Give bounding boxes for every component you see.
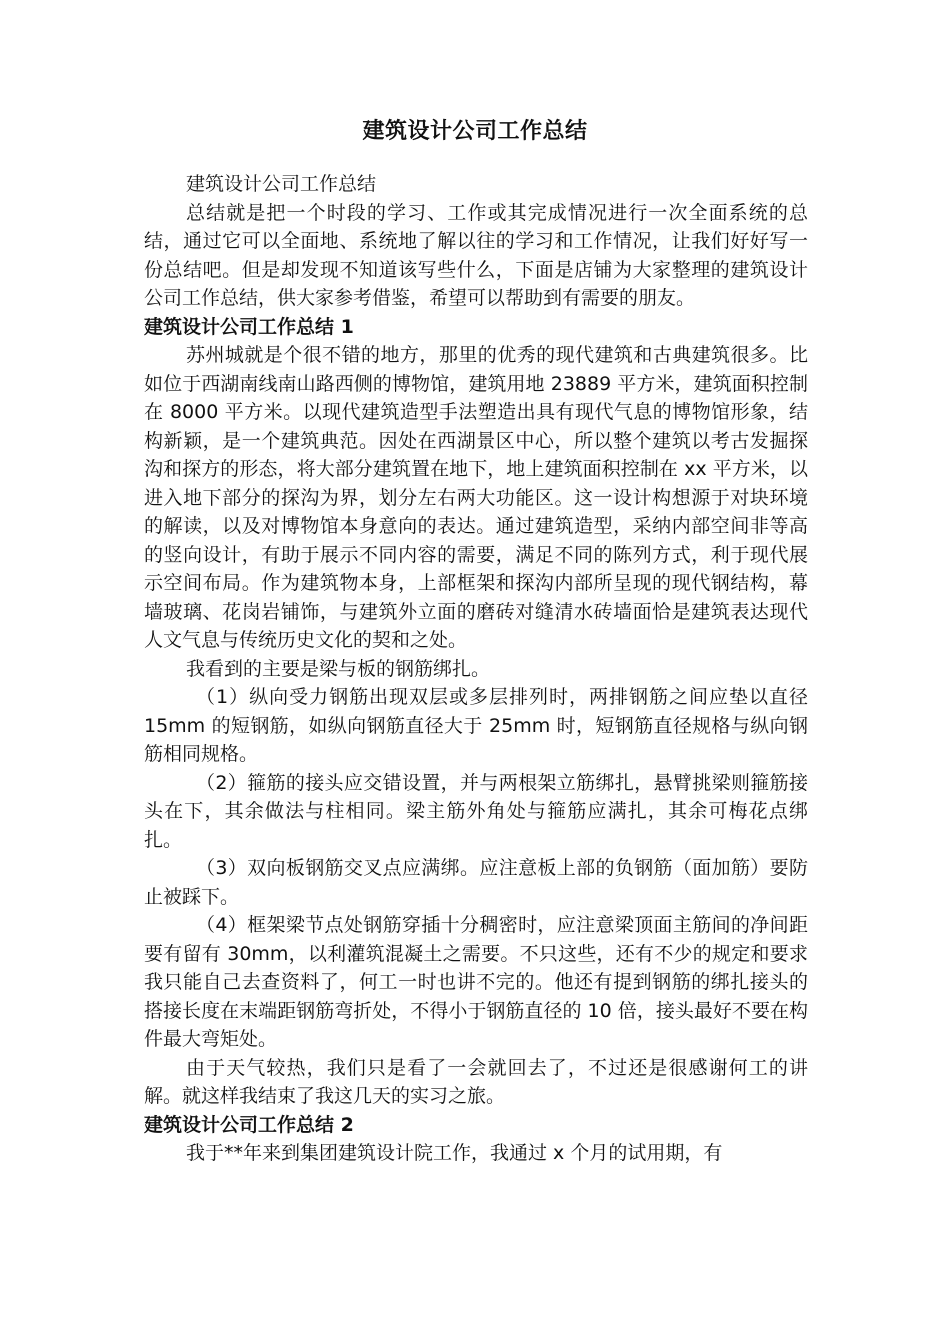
document-subtitle: 建筑设计公司工作总结	[186, 173, 377, 195]
section-1-item-2: （2）箍筋的接头应交错设置，并与两根架立筋绑扎，悬臂挑梁则箍筋接头在下，其余做法与柱相同。梁主筋外角处与箍筋应满扎，其余可梅花点绑扎。	[144, 771, 808, 851]
section-1-item-1: （1）纵向受力钢筋出现双层或多层排列时，两排钢筋之间应垫以直径 15mm 的短钢筋，如纵向钢筋直径大于 25mm 时，短钢筋直径规格与纵向钢筋相同规格。	[144, 686, 808, 765]
section-1-heading: 建筑设计公司工作总结 1	[144, 315, 354, 338]
section-2-paragraph-1: 我于**年来到集团建筑设计院工作，我通过 x 个月的试用期，有	[186, 1142, 723, 1164]
section-2-heading: 建筑设计公司工作总结 2	[144, 1113, 354, 1136]
section-1-item-4: （4）框架梁节点处钢筋穿插十分稠密时，应注意梁顶面主筋间的净间距要有留有 30mm，以利灌筑混凝土之需要。不只这些，还有不少的规定和要求我只能自己去查资料了，何工一时也讲不完的。他还有提到钢筋的绑扎接头的搭接长度在末端距钢筋弯折处，不得小于钢筋直径的 10 倍，接头最好不要在构件最大弯矩处。	[144, 914, 808, 1050]
section-1-paragraph-3: 由于天气较热，我们只是看了一会就回去了，不过还是很感谢何工的讲解。就这样我结束了我这几天的实习之旅。	[144, 1056, 808, 1107]
section-1-paragraph-2: 我看到的主要是梁与板的钢筋绑扎。	[186, 657, 491, 680]
document-title: 建筑设计公司工作总结	[362, 119, 588, 144]
intro-paragraph: 总结就是把一个时段的学习、工作或其完成情况进行一次全面系统的总结，通过它可以全面地、系统地了解以往的学习和工作情况，让我们好好写一份总结吧。但是却发现不知道该写些什么，下面是店铺为大家整理的建筑设计公司工作总结，供大家参考借鉴，希望可以帮助到有需要的朋友。	[144, 201, 808, 309]
document-body	[144, 170, 808, 1168]
section-1-paragraph-1: 苏州城就是个很不错的地方，那里的优秀的现代建筑和古典建筑很多。比如位于西湖南线南山路西侧的博物馆，建筑用地 23889 平方米，建筑面积控制在 8000 平方米。以现代建筑造型手法塑造出具有现代气息的博物馆形象，结构新颖，是一个建筑典范。因处在西湖景区中心，所以整个建筑以考古发掘探沟和探方的形态，将大部分建筑置在地下，地上建筑面积控制在 xx 平方米，以进入地下部分的探沟为界，划分左右两大功能区。这一设计构想源于对块环境的解读，以及对博物馆本身意向的表达。通过建筑造型，采纳内部空间非等高的竖向设计，有助于展示不同内容的需要，满足不同的陈列方式，利于现代展示空间布局。作为建筑物本身，上部框架和探沟内部所呈现的现代钢结构，幕墙玻璃、花岗岩铺饰，与建筑外立面的磨砖对缝清水砖墙面恰是建筑表达现代人文气息与传统历史文化的契和之处。	[144, 344, 808, 651]
section-1-item-3: （3）双向板钢筋交叉点应满绑。应注意板上部的负钢筋（面加筋）要防止被踩下。	[144, 857, 808, 908]
